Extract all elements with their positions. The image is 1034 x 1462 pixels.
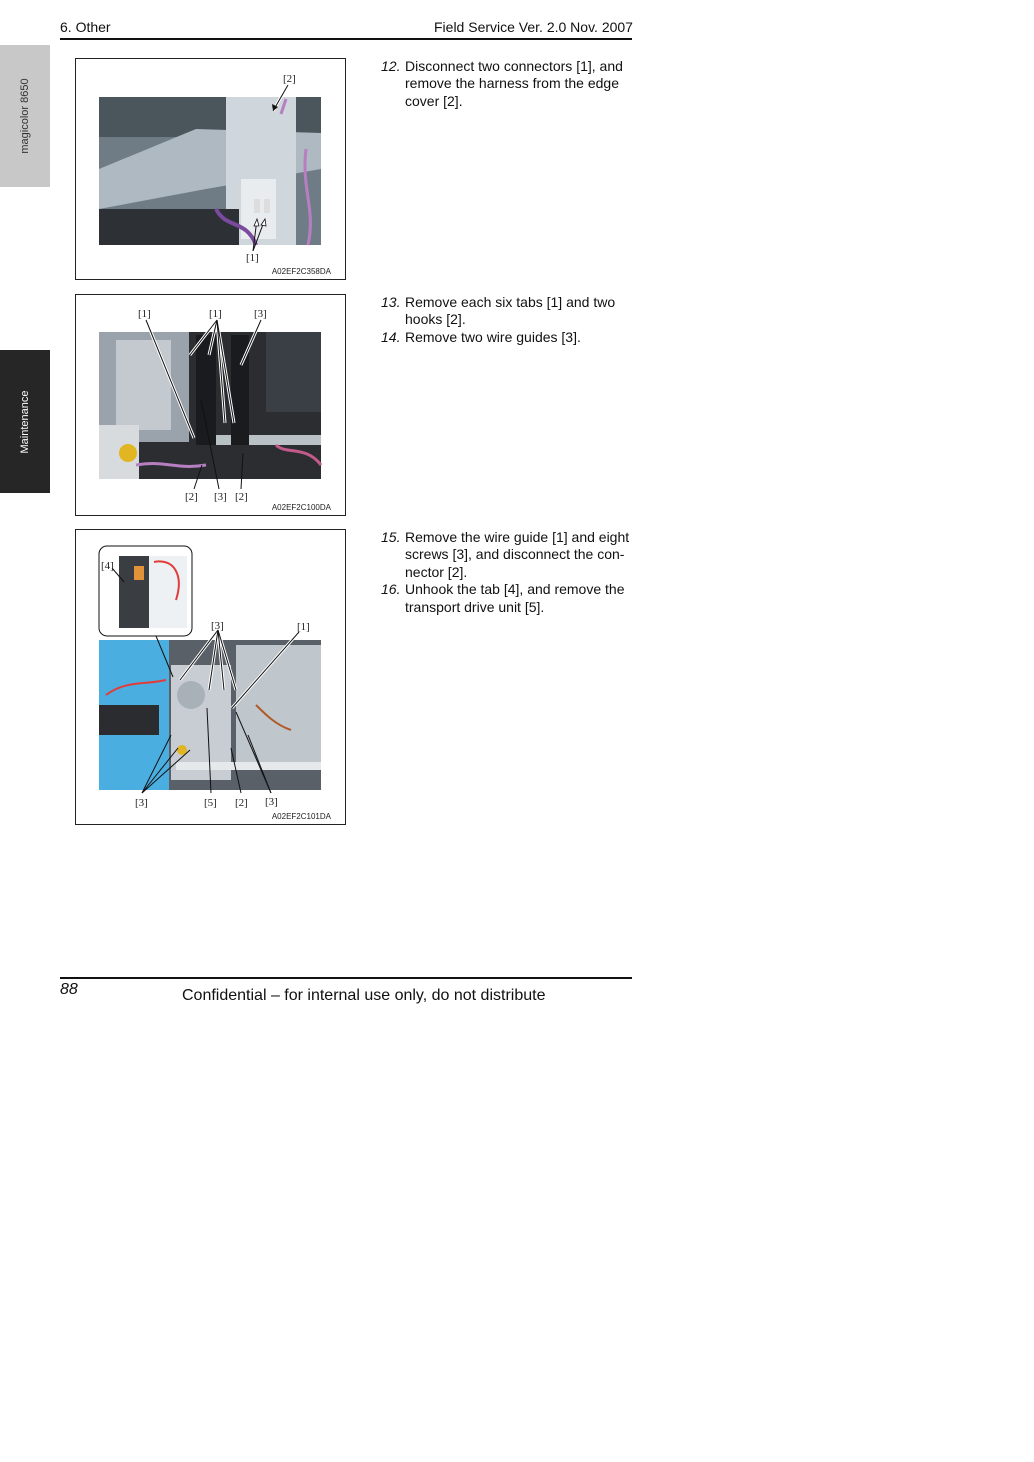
footer-rule — [60, 977, 632, 979]
callout-label: [1] — [246, 252, 259, 264]
step-number: 14. — [381, 328, 401, 345]
step-number: 13. — [381, 294, 401, 310]
figure-tabs-hooks — [75, 294, 346, 516]
callout-label: [3] — [211, 620, 224, 632]
figure-code: A02EF2C101DA — [271, 812, 331, 821]
step-number: 12. — [381, 58, 401, 74]
callout-label: [1] — [297, 621, 310, 633]
callout-label: [1] — [209, 308, 222, 320]
callout-label: [4] — [101, 560, 114, 572]
step-text: Remove each six tabs [1] and two hooks [2]. — [405, 294, 616, 328]
page-number: 88 — [60, 981, 78, 998]
step-item — [381, 58, 631, 110]
step-item — [381, 581, 631, 616]
figure-transport-drive-unit — [75, 529, 346, 825]
step-group — [381, 529, 631, 616]
callout-label: [2] — [185, 491, 198, 503]
callout-label: [1] — [138, 308, 151, 320]
callout-label: [3] — [265, 796, 278, 808]
callout-label: [3] — [254, 308, 267, 320]
step-item — [381, 329, 631, 346]
step-number: 16. — [381, 581, 401, 598]
header-edition: Field Service Ver. 2.0 Nov. 2007 — [434, 19, 633, 35]
figure-code: A02EF2C358DA — [271, 267, 331, 276]
step-group — [381, 58, 631, 110]
confidentiality-notice: Confidential – for internal use only, do not distribute — [182, 987, 546, 1004]
side-tab-product-label: magicolor 8650 — [19, 78, 31, 154]
step-group — [381, 294, 631, 346]
callout-label: [2] — [283, 73, 296, 85]
callout-label: [3] — [135, 797, 148, 809]
step-item — [381, 529, 631, 581]
figure-tabs-hooks-photo — [76, 295, 345, 515]
figure-connectors — [75, 58, 346, 280]
step-text: Remove two wire guides [3]. — [405, 328, 581, 345]
callout-label: [2] — [235, 491, 248, 503]
step-text: Remove the wire guide [1] and eight screws [3], and disconnect the con-nector [2]. — [405, 529, 630, 580]
callout-label: [3] — [214, 491, 227, 503]
figure-transport-drive-unit-photo — [76, 530, 345, 824]
side-tab-section-label: Maintenance — [19, 390, 31, 453]
step-text: Disconnect two connectors [1], and remove the harness from the edge cover [2]. — [405, 58, 623, 109]
step-number: 15. — [381, 529, 401, 545]
side-tab-product — [0, 45, 50, 187]
callout-label: [5] — [204, 797, 217, 809]
callout-label: [2] — [235, 797, 248, 809]
figure-connectors-photo — [76, 59, 345, 279]
header-rule — [60, 38, 632, 40]
side-tab-section — [0, 350, 50, 493]
figure-code: A02EF2C100DA — [271, 503, 331, 512]
header-section-title: 6. Other — [60, 19, 111, 35]
step-text: Unhook the tab [4], and remove the transport drive unit [5]. — [405, 581, 625, 615]
step-item — [381, 294, 631, 329]
